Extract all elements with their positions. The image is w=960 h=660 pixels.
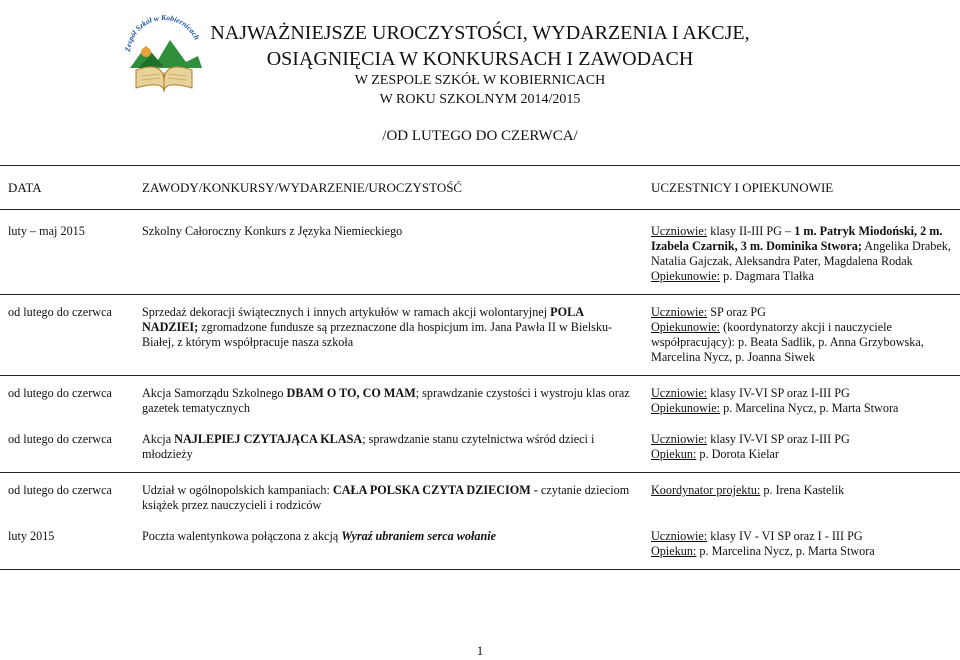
teachers-label: Opiekunowie: <box>651 320 721 334</box>
teachers-label: Opiekun: <box>651 544 697 558</box>
cell-date: od lutego do czerwca <box>8 305 112 319</box>
teachers-label: Opiekunowie: <box>651 269 721 283</box>
students-label: Uczniowie: <box>651 529 708 543</box>
event-text: Szkolny Całoroczny Konkurs z Języka Niemieckiego <box>142 224 403 238</box>
teachers-text: p. Marcelina Nycz, p. Marta Stwora <box>696 544 875 558</box>
students-text: klasy IV - VI SP oraz I - III PG <box>707 529 863 543</box>
event-bold: NAJLEPIEJ CZYTAJĄCA KLASA <box>174 432 363 446</box>
winners-text: 1 m. Patryk Miodoński, 2 m. Izabela Czarnik, 3 m. Dominika Stwora; <box>651 224 943 253</box>
table-row <box>0 295 960 376</box>
title-line-2: OSIĄGNIĘCIA W KONKURSACH I ZAWODACH <box>266 48 694 70</box>
event-post: zgromadzone fundusze są przeznaczone dla hospicjum im. Jana Pawła II w Bielsku-Białej, z którym współpracuje nasza szkoła <box>142 320 613 349</box>
event-pre: Sprzedaż dekoracji świątecznych i innych artykułów w ramach akcji wolontaryjnej <box>142 305 551 319</box>
school-year: W ROKU SZKOLNYM 2014/2015 <box>379 92 581 107</box>
teachers-label: Opiekun: <box>651 447 697 461</box>
students-label: Uczniowie: <box>651 305 708 319</box>
table-header-row <box>0 166 960 210</box>
cell-event <box>134 473 643 524</box>
column-header-participants: UCZESTNICY I OPIEKUNOWIE <box>651 180 834 195</box>
cell-date: luty 2015 <box>8 529 55 543</box>
event-post: czytanie dzieciom książek przez nauczycieli i rodziców <box>142 483 630 512</box>
table-row <box>0 210 960 295</box>
cell-participants <box>643 426 960 473</box>
teachers-label: Opiekunowie: <box>651 401 721 415</box>
cell-date: luty – maj 2015 <box>8 224 85 238</box>
cell-date: od lutego do czerwca <box>8 483 112 497</box>
students-label: Uczniowie: <box>651 432 708 446</box>
event-bold: POLA NADZIEI; <box>142 305 584 334</box>
students-rest: Angelika Drabek, Natalia Gajczak, Aleksandra Pater, Magdalena Rodak <box>651 239 951 268</box>
students-text: SP oraz PG <box>707 305 766 319</box>
cell-event <box>134 295 643 376</box>
students-label: Uczniowie: <box>651 224 708 238</box>
coordinator-text: p. Irena Kastelik <box>760 483 845 497</box>
table-row <box>0 376 960 427</box>
cell-participants <box>643 523 960 570</box>
cell-event <box>134 426 643 473</box>
events-table <box>0 165 960 570</box>
teachers-text: p. Marcelina Nycz, p. Marta Stwora <box>720 401 899 415</box>
title-line-1: NAJWAŻNIEJSZE UROCZYSTOŚCI, WYDARZENIA I AKCJE, <box>210 22 750 44</box>
cell-participants <box>643 210 960 295</box>
cell-date: od lutego do czerwca <box>8 386 112 400</box>
logo-text: Zespół Szkół w Kobiernicach <box>123 12 202 53</box>
students-text: klasy IV-VI SP oraz I-III PG <box>707 432 850 446</box>
teachers-text: p. Dorota Kielar <box>696 447 779 461</box>
cell-date: od lutego do czerwca <box>8 432 112 446</box>
event-pre: Poczta walentynkowa połączona z akcją <box>142 529 342 543</box>
students-label: Uczniowie: <box>651 386 708 400</box>
column-header-date: DATA <box>8 180 42 195</box>
cell-participants <box>643 295 960 376</box>
period-label: /OD LUTEGO DO CZERWCA/ <box>382 128 578 144</box>
event-bold-italic: Wyraź ubraniem serca wołanie <box>341 529 497 543</box>
event-post: ; sprawdzanie stanu czytelnictwa wśród dzieci i młodzieży <box>142 432 595 461</box>
event-bold: DBAM O TO, CO MAM <box>286 386 416 400</box>
coordinator-label: Koordynator projektu: <box>651 483 761 497</box>
event-post: ; sprawdzanie czystości i wystroju klas oraz gazetek tematycznych <box>142 386 630 415</box>
page-number: 1 <box>476 643 484 658</box>
event-pre: Akcja Samorządu Szkolnego <box>142 386 287 400</box>
event-pre: Udział w ogólnopolskich kampaniach: <box>142 483 333 497</box>
teachers-text: p. Dagmara Tlałka <box>720 269 814 283</box>
table-row <box>0 473 960 524</box>
cell-event <box>134 210 643 295</box>
column-header-event: ZAWODY/KONKURSY/WYDARZENIE/UROCZYSTOŚĆ <box>142 180 463 195</box>
table-row <box>0 426 960 473</box>
teachers-text: (koordynatorzy akcji i nauczyciele współpracujący): p. Beata Sadlik, p. Anna Grzybowska, Marcelina Nycz, p. Joanna Siwek <box>651 320 924 364</box>
cell-participants <box>643 376 960 427</box>
cell-event <box>134 376 643 427</box>
event-bold: CAŁA POLSKA CZYTA DZIECIOM - <box>332 483 538 497</box>
cell-event <box>134 523 643 570</box>
cell-participants <box>643 473 960 524</box>
school-name: W ZESPOLE SZKÓŁ W KOBIERNICACH <box>354 73 606 88</box>
event-pre: Akcja <box>142 432 175 446</box>
students-text: klasy IV-VI SP oraz I-III PG <box>707 386 850 400</box>
table-row <box>0 523 960 570</box>
students-text: klasy II-III PG – <box>707 224 795 238</box>
